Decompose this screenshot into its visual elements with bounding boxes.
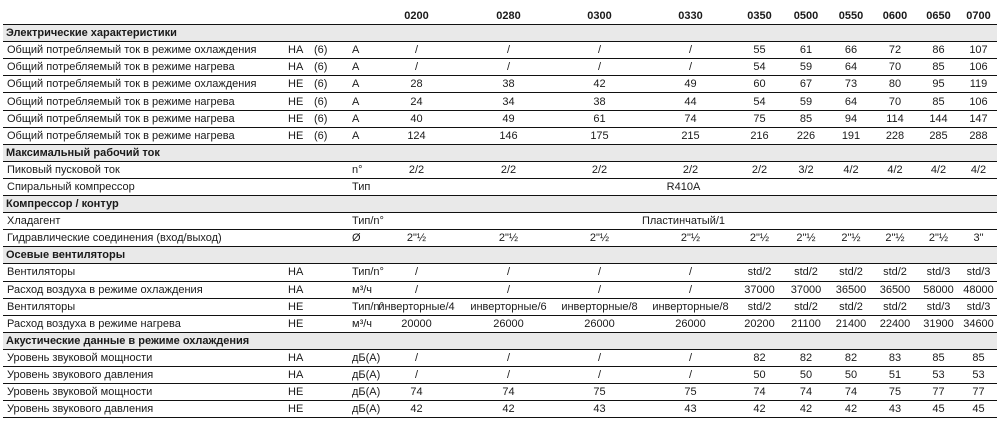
spec-row (3, 315, 997, 332)
row-value: 67 (783, 76, 829, 93)
row-note (314, 366, 348, 383)
row-unit: Тип/n° (348, 213, 370, 230)
row-value: 2"½ (645, 230, 736, 247)
row-value: 53 (917, 366, 960, 383)
section-header-row (3, 196, 997, 213)
row-value: 77 (960, 384, 997, 401)
row-value: 42 (736, 401, 783, 418)
row-value: / (645, 59, 736, 76)
row-version (285, 230, 314, 247)
row-value: 4/2 (829, 161, 873, 178)
model-header: 0500 (783, 8, 829, 25)
row-value: 48000 (960, 281, 997, 298)
row-value: 74 (829, 384, 873, 401)
row-value: std/2 (783, 298, 829, 315)
row-value: 75 (554, 384, 645, 401)
row-value: 34 (463, 93, 554, 110)
row-note (314, 281, 348, 298)
row-label: Общий потребляемый ток в режиме нагрева (3, 110, 285, 127)
row-value: 2"½ (463, 230, 554, 247)
section-header-row (3, 332, 997, 349)
row-value: 2"½ (370, 230, 463, 247)
section-header-row (3, 25, 997, 42)
spec-row (3, 281, 997, 298)
row-value: 144 (917, 110, 960, 127)
row-value: 64 (829, 93, 873, 110)
spec-row (3, 161, 997, 178)
row-value: 2/2 (463, 161, 554, 178)
row-value: 119 (960, 76, 997, 93)
model-header: 0280 (463, 8, 554, 25)
row-version: HA (285, 264, 314, 281)
row-value: 61 (554, 110, 645, 127)
row-unit: Тип (348, 178, 370, 195)
row-value: 66 (829, 42, 873, 59)
row-value: 51 (873, 366, 917, 383)
row-label: Расход воздуха в режиме нагрева (3, 315, 285, 332)
row-value: / (554, 366, 645, 383)
row-value: 77 (917, 384, 960, 401)
model-header: 0200 (370, 8, 463, 25)
spec-row (3, 59, 997, 76)
row-value: 4/2 (960, 161, 997, 178)
row-label: Уровень звуковой мощности (3, 384, 285, 401)
row-value: 95 (917, 76, 960, 93)
row-value: 70 (873, 59, 917, 76)
row-value: 49 (645, 76, 736, 93)
row-value: 58000 (917, 281, 960, 298)
row-value: / (645, 42, 736, 59)
row-value: 216 (736, 127, 783, 144)
row-value: 73 (829, 76, 873, 93)
spec-row (3, 349, 997, 366)
row-merged-value: Пластинчатый/1 (370, 213, 997, 230)
row-value: / (554, 281, 645, 298)
row-note: (6) (314, 110, 348, 127)
row-value: 54 (736, 59, 783, 76)
row-merged-value: R410A (370, 178, 997, 195)
row-version: HE (285, 93, 314, 110)
row-value: 42 (554, 76, 645, 93)
row-note (314, 178, 348, 195)
spec-row (3, 110, 997, 127)
row-value: 106 (960, 93, 997, 110)
row-value: 61 (783, 42, 829, 59)
row-value: 60 (736, 76, 783, 93)
row-value: 74 (463, 384, 554, 401)
row-value: / (645, 264, 736, 281)
row-value: 22400 (873, 315, 917, 332)
row-label: Расход воздуха в режиме охлаждения (3, 281, 285, 298)
row-value: / (554, 349, 645, 366)
row-unit: Тип/n° (348, 298, 370, 315)
row-version: HA (285, 59, 314, 76)
row-value: 74 (736, 384, 783, 401)
row-unit: Тип/n° (348, 264, 370, 281)
model-header: 0300 (554, 8, 645, 25)
row-note: (6) (314, 127, 348, 144)
row-label: Хладагент (3, 213, 285, 230)
row-unit: Ø (348, 230, 370, 247)
row-value: 82 (783, 349, 829, 366)
row-value: 24 (370, 93, 463, 110)
row-value: 147 (960, 110, 997, 127)
row-value: 55 (736, 42, 783, 59)
row-value: 85 (917, 349, 960, 366)
row-value: 2"½ (873, 230, 917, 247)
row-note (314, 161, 348, 178)
row-value: 50 (829, 366, 873, 383)
row-unit: n° (348, 161, 370, 178)
row-label: Пиковый пусковой ток (3, 161, 285, 178)
row-value: std/2 (873, 264, 917, 281)
row-value: 26000 (645, 315, 736, 332)
row-version (285, 161, 314, 178)
spec-row (3, 384, 997, 401)
row-label: Общий потребляемый ток в режиме нагрева (3, 59, 285, 76)
section-title: Осевые вентиляторы (3, 247, 997, 264)
row-value: 85 (917, 93, 960, 110)
row-version: HE (285, 298, 314, 315)
spec-row (3, 401, 997, 418)
row-value: 3/2 (783, 161, 829, 178)
row-note: (6) (314, 59, 348, 76)
spec-row (3, 264, 997, 281)
row-value: 85 (917, 59, 960, 76)
row-value: 191 (829, 127, 873, 144)
row-value: 43 (645, 401, 736, 418)
row-value: 64 (829, 59, 873, 76)
row-value: 215 (645, 127, 736, 144)
row-value: / (463, 59, 554, 76)
row-unit: м³/ч (348, 281, 370, 298)
row-value: 36500 (873, 281, 917, 298)
row-note (314, 298, 348, 315)
row-value: / (645, 281, 736, 298)
row-value: / (645, 349, 736, 366)
row-version: HE (285, 110, 314, 127)
spec-table (3, 8, 997, 418)
row-value: std/3 (960, 264, 997, 281)
row-value: инверторные/6 (463, 298, 554, 315)
row-value: 37000 (736, 281, 783, 298)
model-header: 0650 (917, 8, 960, 25)
row-value: 21400 (829, 315, 873, 332)
row-value: 42 (370, 401, 463, 418)
section-header-row (3, 247, 997, 264)
spec-row (3, 76, 997, 93)
row-version: HA (285, 366, 314, 383)
row-unit: A (348, 59, 370, 76)
row-value: 74 (370, 384, 463, 401)
row-note (314, 384, 348, 401)
header-spacer (314, 8, 348, 25)
spec-row (3, 298, 997, 315)
row-note: (6) (314, 93, 348, 110)
row-value: 70 (873, 93, 917, 110)
row-value: 40 (370, 110, 463, 127)
row-value: 44 (645, 93, 736, 110)
row-value: 74 (645, 110, 736, 127)
row-note (314, 349, 348, 366)
row-value: 114 (873, 110, 917, 127)
spec-row (3, 178, 997, 195)
row-unit: A (348, 110, 370, 127)
row-unit: дБ(A) (348, 366, 370, 383)
row-value: инверторные/8 (645, 298, 736, 315)
row-value: 85 (783, 110, 829, 127)
row-value: / (370, 264, 463, 281)
row-value: / (370, 42, 463, 59)
row-value: 53 (960, 366, 997, 383)
row-value: 2"½ (783, 230, 829, 247)
row-value: 146 (463, 127, 554, 144)
row-note: (6) (314, 42, 348, 59)
row-value: 21100 (783, 315, 829, 332)
row-value: 38 (554, 93, 645, 110)
row-value: std/3 (917, 264, 960, 281)
row-unit: м³/ч (348, 315, 370, 332)
row-label: Общий потребляемый ток в режиме охлаждения (3, 42, 285, 59)
row-value: / (463, 349, 554, 366)
row-value: std/2 (736, 298, 783, 315)
model-header-row (3, 8, 997, 25)
row-value: 75 (736, 110, 783, 127)
row-value: 94 (829, 110, 873, 127)
row-value: 288 (960, 127, 997, 144)
row-value: 86 (917, 42, 960, 59)
row-label: Гидравлические соединения (вход/выход) (3, 230, 285, 247)
row-unit: дБ(A) (348, 349, 370, 366)
row-value: 43 (873, 401, 917, 418)
header-spacer (285, 8, 314, 25)
row-value: 4/2 (873, 161, 917, 178)
row-value: / (370, 366, 463, 383)
row-label: Вентиляторы (3, 264, 285, 281)
row-note (314, 315, 348, 332)
header-spacer (3, 8, 285, 25)
row-value: 2/2 (645, 161, 736, 178)
row-value: 42 (463, 401, 554, 418)
spec-row (3, 230, 997, 247)
row-value: 175 (554, 127, 645, 144)
row-unit: A (348, 93, 370, 110)
section-header-row (3, 144, 997, 161)
model-header: 0550 (829, 8, 873, 25)
row-value: 106 (960, 59, 997, 76)
row-value: / (554, 59, 645, 76)
row-value: 2"½ (829, 230, 873, 247)
row-value: / (370, 349, 463, 366)
row-value: std/3 (917, 298, 960, 315)
row-value: 2"½ (917, 230, 960, 247)
row-version: HE (285, 127, 314, 144)
row-value: 2/2 (736, 161, 783, 178)
model-header: 0350 (736, 8, 783, 25)
row-value: 83 (873, 349, 917, 366)
row-value: 80 (873, 76, 917, 93)
row-value: / (463, 281, 554, 298)
row-value: 28 (370, 76, 463, 93)
spec-row (3, 366, 997, 383)
row-value: / (463, 42, 554, 59)
row-value: 59 (783, 93, 829, 110)
row-note (314, 264, 348, 281)
row-value: std/2 (873, 298, 917, 315)
row-version (285, 178, 314, 195)
row-unit: дБ(A) (348, 401, 370, 418)
spec-row (3, 93, 997, 110)
row-value: / (645, 366, 736, 383)
row-value: 85 (960, 349, 997, 366)
spec-table-body (3, 8, 997, 418)
row-value: 82 (736, 349, 783, 366)
row-value: 45 (960, 401, 997, 418)
row-note (314, 230, 348, 247)
row-unit: A (348, 42, 370, 59)
row-note (314, 213, 348, 230)
row-value: 20000 (370, 315, 463, 332)
row-value: 50 (736, 366, 783, 383)
row-value: 45 (917, 401, 960, 418)
row-unit: дБ(A) (348, 384, 370, 401)
row-value: 74 (783, 384, 829, 401)
model-header: 0700 (960, 8, 997, 25)
row-value: 4/2 (917, 161, 960, 178)
row-value: 2"½ (554, 230, 645, 247)
row-value: / (370, 281, 463, 298)
row-value: 82 (829, 349, 873, 366)
row-version: HA (285, 349, 314, 366)
row-unit: A (348, 76, 370, 93)
row-label: Уровень звуковой мощности (3, 349, 285, 366)
row-value: 38 (463, 76, 554, 93)
row-value: инверторные/8 (554, 298, 645, 315)
row-value: 31900 (917, 315, 960, 332)
row-value: 42 (783, 401, 829, 418)
row-value: 285 (917, 127, 960, 144)
row-label: Общий потребляемый ток в режиме охлаждения (3, 76, 285, 93)
row-note: (6) (314, 76, 348, 93)
row-value: 75 (645, 384, 736, 401)
row-value: 2/2 (554, 161, 645, 178)
model-header: 0330 (645, 8, 736, 25)
section-title: Электрические характеристики (3, 25, 997, 42)
row-value: инверторные/4 (370, 298, 463, 315)
section-title: Акустические данные в режиме охлаждения (3, 332, 997, 349)
row-value: 50 (783, 366, 829, 383)
row-value: 43 (554, 401, 645, 418)
row-value: 124 (370, 127, 463, 144)
row-label: Общий потребляемый ток в режиме нагрева (3, 93, 285, 110)
row-value: std/2 (829, 264, 873, 281)
section-title: Компрессор / контур (3, 196, 997, 213)
row-value: / (463, 366, 554, 383)
row-version: HE (285, 315, 314, 332)
header-spacer (348, 8, 370, 25)
row-value: 228 (873, 127, 917, 144)
model-header: 0600 (873, 8, 917, 25)
row-value: / (370, 59, 463, 76)
row-label: Уровень звукового давления (3, 366, 285, 383)
row-value: 26000 (463, 315, 554, 332)
row-value: std/3 (960, 298, 997, 315)
row-unit: A (348, 127, 370, 144)
row-label: Общий потребляемый ток в режиме нагрева (3, 127, 285, 144)
row-value: 20200 (736, 315, 783, 332)
spec-sheet (0, 8, 1000, 425)
row-label: Спиральный компрессор (3, 178, 285, 195)
row-value: 36500 (829, 281, 873, 298)
row-version: HE (285, 401, 314, 418)
spec-row (3, 213, 997, 230)
row-version: HE (285, 384, 314, 401)
row-value: 59 (783, 59, 829, 76)
row-value: 226 (783, 127, 829, 144)
row-value: 75 (873, 384, 917, 401)
row-label: Уровень звукового давления (3, 401, 285, 418)
spec-row (3, 42, 997, 59)
spec-row (3, 127, 997, 144)
row-version: HA (285, 281, 314, 298)
row-value: 72 (873, 42, 917, 59)
row-value: std/2 (783, 264, 829, 281)
row-value: 2/2 (370, 161, 463, 178)
row-value: / (554, 42, 645, 59)
row-value: / (463, 264, 554, 281)
row-value: std/2 (829, 298, 873, 315)
row-value: / (554, 264, 645, 281)
row-value: 37000 (783, 281, 829, 298)
row-value: std/2 (736, 264, 783, 281)
row-value: 34600 (960, 315, 997, 332)
row-version: HA (285, 42, 314, 59)
row-value: 54 (736, 93, 783, 110)
row-note (314, 401, 348, 418)
row-version (285, 213, 314, 230)
row-value: 2"½ (736, 230, 783, 247)
section-title: Максимальный рабочий ток (3, 144, 997, 161)
row-value: 49 (463, 110, 554, 127)
row-label: Вентиляторы (3, 298, 285, 315)
row-value: 107 (960, 42, 997, 59)
row-version: HE (285, 76, 314, 93)
row-value: 3" (960, 230, 997, 247)
row-value: 26000 (554, 315, 645, 332)
row-value: 42 (829, 401, 873, 418)
